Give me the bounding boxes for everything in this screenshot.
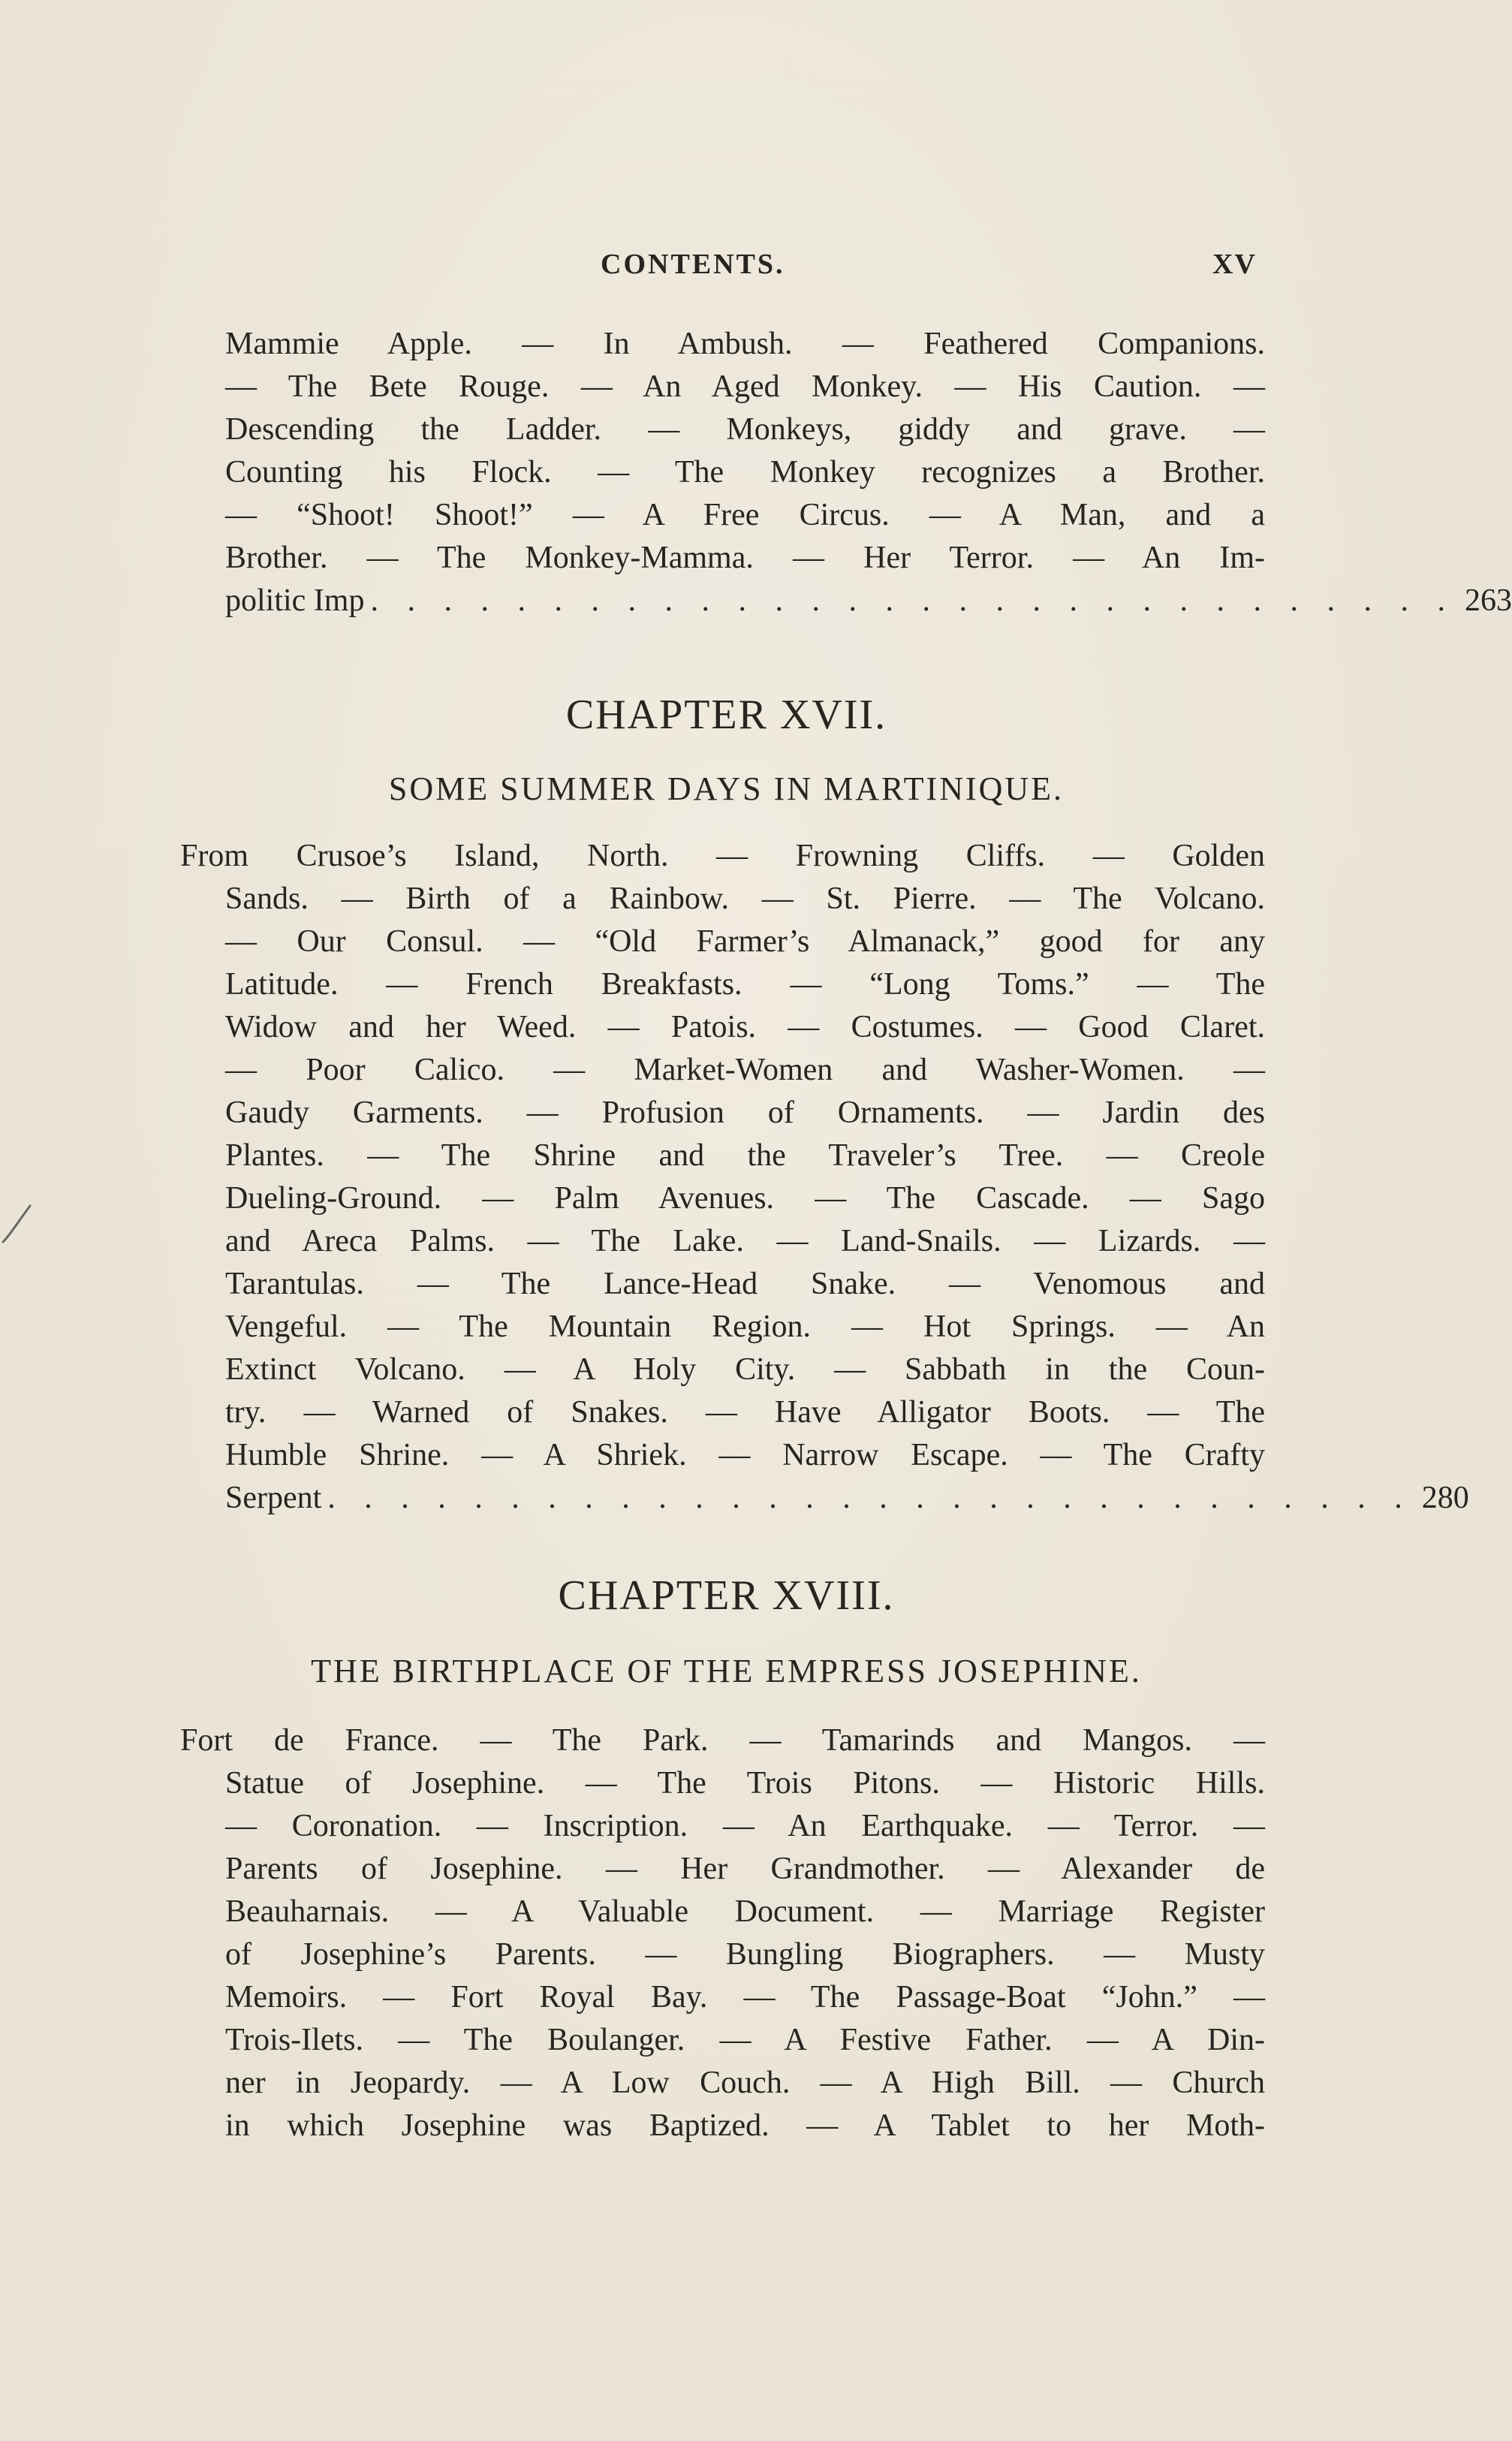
- summary-line: Tarantulas. — The Lance-Head Snake. — Venomous and: [225, 1267, 1265, 1301]
- summary-line: Parents of Josephine. — Her Grandmother. — Alexander de: [225, 1852, 1265, 1886]
- entry-line: — The Bete Rouge. — An Aged Monkey. — His Caution. —: [225, 369, 1265, 404]
- entry-line: Mammie Apple. — In Ambush. — Feathered Companions.: [225, 327, 1265, 361]
- summary-line: Fort de France. — The Park. — Tamarinds and Mangos. —: [180, 1723, 1265, 1758]
- entry-last-text: politic Imp: [225, 583, 365, 618]
- entry-line: Descending the Ladder. — Monkeys, giddy and grave. —: [225, 412, 1265, 447]
- summary-line: Extinct Volcano. — A Holy City. — Sabbath in the Coun-: [225, 1352, 1265, 1387]
- summary-line: try. — Warned of Snakes. — Have Alligator Boots. — The: [225, 1395, 1265, 1430]
- summary-line: Sands. — Birth of a Rainbow. — St. Pierre. — The Volcano.: [225, 881, 1265, 916]
- summary-line: Vengeful. — The Mountain Region. — Hot Springs. — An: [225, 1309, 1265, 1344]
- summary-line: Memoirs. — Fort Royal Bay. — The Passage-Boat “John.” —: [225, 1980, 1265, 2015]
- page-numeral: XV: [1212, 249, 1257, 280]
- pencil-mark-icon: [0, 1201, 38, 1246]
- summary-line: — Poor Calico. — Market-Women and Washer-Women. —: [225, 1053, 1265, 1087]
- summary-line: Statue of Josephine. — The Trois Pitons. — Historic Hills.: [225, 1766, 1265, 1801]
- dot-leader: . . . . . . . . . . . . . . . . . . . . . . . . . . . . . .: [370, 583, 1456, 618]
- running-title: CONTENTS.: [601, 249, 785, 280]
- chapter-summary: [180, 1719, 1265, 2147]
- summary-line: Humble Shrine. — A Shriek. — Narrow Escape. — The Crafty: [225, 1438, 1265, 1472]
- chapter-subtitle: THE BIRTHPLACE OF THE EMPRESS JOSEPHINE.: [311, 1653, 1142, 1689]
- running-head: [0, 240, 1453, 285]
- entry-line: Brother. — The Monkey-Mamma. — Her Terror. — An Im-: [225, 541, 1265, 575]
- summary-line: — Our Consul. — “Old Farmer’s Almanack,” good for any: [225, 924, 1265, 959]
- chapter-heading: CHAPTER XVIII.: [558, 1572, 895, 1619]
- summary-line: Latitude. — French Breakfasts. — “Long Toms.” — The: [225, 967, 1265, 1002]
- dot-leader: . . . . . . . . . . . . . . . . . . . . . . . . . . . . . .: [327, 1481, 1413, 1515]
- summary-line: Plantes. — The Shrine and the Traveler’s Tree. — Creole: [225, 1138, 1265, 1173]
- entry-page-number: 263: [1464, 583, 1512, 618]
- summary-line: ner in Jeopardy. — A Low Couch. — A High Bill. — Church: [225, 2066, 1265, 2100]
- entry-last-line: [180, 580, 1512, 622]
- summary-line: Beauharnais. — A Valuable Document. — Marriage Register: [225, 1894, 1265, 1929]
- summary-line: Widow and her Weed. — Patois. — Costumes. — Good Claret.: [225, 1010, 1265, 1044]
- summary-last-line: [180, 1477, 1469, 1520]
- entry-line: Counting his Flock. — The Monkey recognizes a Brother.: [225, 455, 1265, 490]
- summary-last-text: Serpent: [225, 1481, 322, 1515]
- summary-line: Gaudy Garments. — Profusion of Ornaments. — Jardin des: [225, 1095, 1265, 1130]
- summary-line: in which Josephine was Baptized. — A Tablet to her Moth-: [225, 2108, 1265, 2143]
- summary-line: Dueling-Ground. — Palm Avenues. — The Cascade. — Sago: [225, 1181, 1265, 1216]
- continued-entry: [180, 323, 1512, 622]
- chapter-heading: CHAPTER XVII.: [565, 692, 887, 738]
- summary-line: and Areca Palms. — The Lake. — Land-Snails. — Lizards. —: [225, 1224, 1265, 1258]
- summary-line: From Crusoe’s Island, North. — Frowning Cliffs. — Golden: [180, 839, 1265, 873]
- chapter-summary: [180, 835, 1469, 1520]
- entry-line: — “Shoot! Shoot!” — A Free Circus. — A Man, and a: [225, 498, 1265, 532]
- summary-line: — Coronation. — Inscription. — An Earthquake. — Terror. —: [225, 1809, 1265, 1843]
- chapter-page-number: 280: [1421, 1481, 1469, 1515]
- summary-line: of Josephine’s Parents. — Bungling Biographers. — Musty: [225, 1937, 1265, 1972]
- chapter-subtitle: SOME SUMMER DAYS IN MARTINIQUE.: [388, 770, 1065, 807]
- summary-line: Trois-Ilets. — The Boulanger. — A Festive Father. — A Din-: [225, 2023, 1265, 2057]
